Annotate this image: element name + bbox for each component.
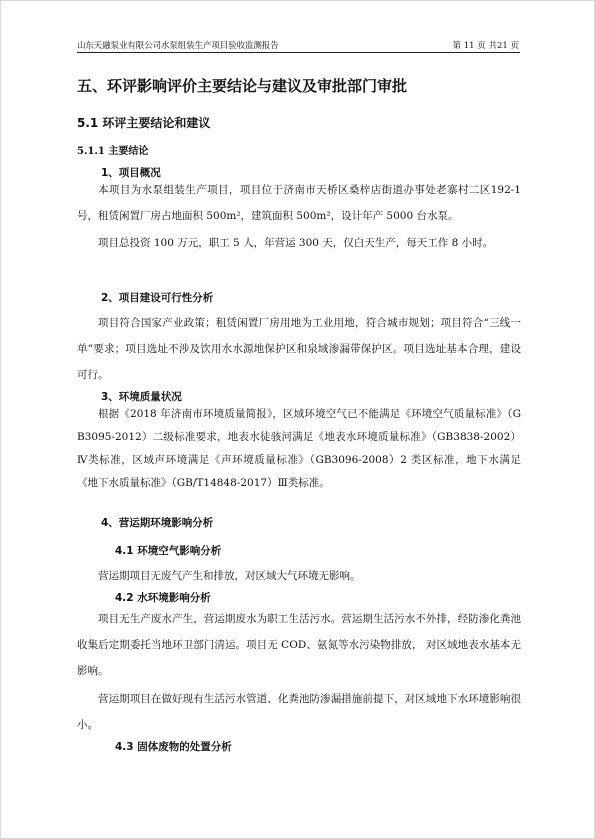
item-heading-environment-quality: 3、环境质量状况 bbox=[101, 391, 182, 403]
page-number: 第 11 页 共21 页 bbox=[452, 41, 519, 51]
paragraph-environment-quality: 根据《2018 年济南市环境质量简报》，区域环境空气已不能满足《环境空气质量标准》（GB3095-2012）二级标准要求，地表水徒骇河满足《地表水环境质量标准》（GB3838-2002）Ⅳ类标准，区域声环境满足《声环境质量标准》（GB3096-2008）2 类区标准，地下水满足《地下水质量标准》（GB/T14848-2017）Ⅲ类标准。 bbox=[77, 408, 521, 489]
running-header-title: 山东天融泵业有限公司水泵组装生产项目验收监测报告 bbox=[77, 41, 279, 51]
item-heading-project-overview: 1、项目概况 bbox=[101, 167, 161, 179]
paragraph-groundwater-impact: 营运期项目在做好现有生活污水管道、化粪池防渗漏措施前提下，对区域地下水环境影响很小。 bbox=[77, 693, 521, 731]
section-title: 五、环评影响评价主要结论与建议及审批部门审批 bbox=[77, 77, 408, 95]
header-divider bbox=[77, 52, 520, 53]
paragraph-air-impact: 营运期项目无废气产生和排放，对区域大气环境无影响。 bbox=[98, 570, 361, 582]
paragraph-project-overview: 本项目为水泵组装生产项目，项目位于济南市天桥区桑梓店街道办事处老寨村二区192-1 号，租赁闲置厂房占地面积 500m²，建筑面积 500m²，设计年产 5000 台水泵。 bbox=[77, 184, 521, 222]
subsection-title: 5.1 环评主要结论和建议 bbox=[77, 116, 211, 130]
paragraph-water-impact: 项目无生产废水产生，营运期废水为职工生活污水。营运期生活污水不外排，经防渗化粪池收集后定期委托当地环卫部门清运。项目无 COD、氨氮等水污染物排放， 对区域地表水基本无影响。 bbox=[77, 613, 521, 677]
item-heading-feasibility: 2、项目建设可行性分析 bbox=[101, 292, 214, 304]
paragraph-investment: 项目总投资 100 万元，职工 5 人，年营运 300 天，仅白天生产，每天工作 8 小时。 bbox=[98, 237, 494, 249]
subsubsection-title: 5.1.1 主要结论 bbox=[77, 146, 149, 157]
item-heading-solid-waste: 4.3 固体废物的处置分析 bbox=[115, 741, 232, 753]
item-heading-air-impact: 4.1 环境空气影响分析 bbox=[115, 545, 222, 557]
paragraph-feasibility: 项目符合国家产业政策；租赁闲置厂房用地为工业用地，符合城市规划；项目符合“三线一单”要求；项目选址不涉及饮用水水源地保护区和泉域渗漏带保护区。项目选址基本合理，建设可行。 bbox=[77, 317, 521, 381]
item-heading-water-impact: 4.2 水环境影响分析 bbox=[115, 592, 211, 604]
item-heading-operation-impact: 4、营运期环境影响分析 bbox=[101, 517, 214, 529]
